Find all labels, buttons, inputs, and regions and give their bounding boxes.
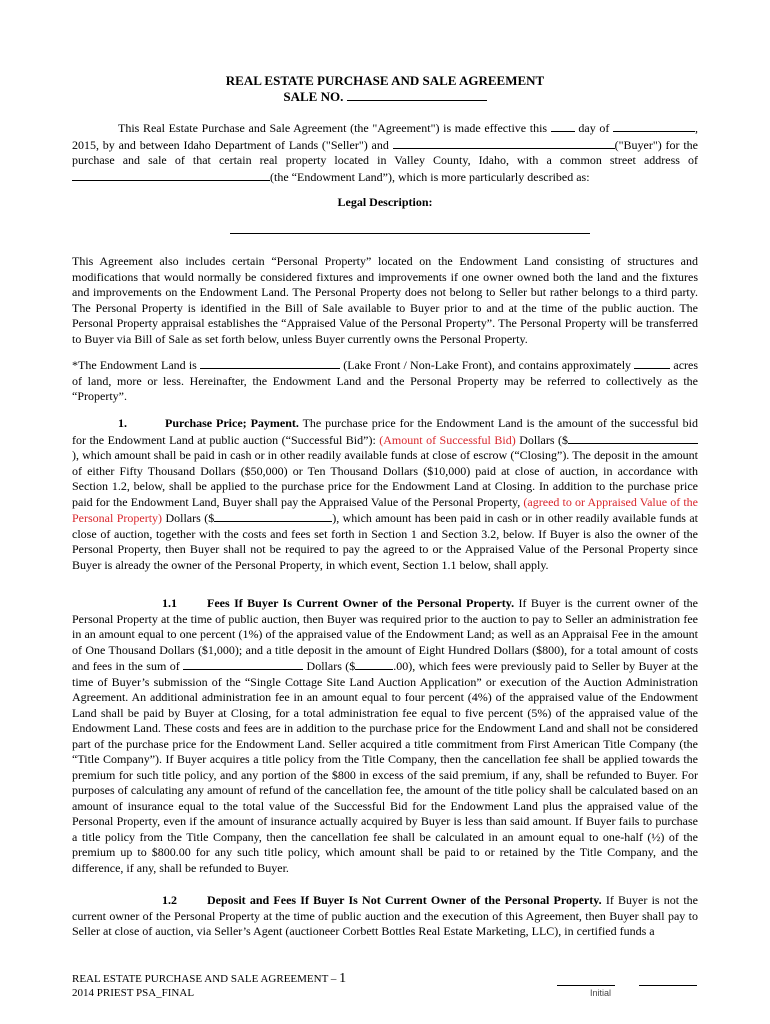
successful-bid-field[interactable]: (Amount of Successful Bid) <box>379 432 516 447</box>
page-footer <box>72 972 346 1000</box>
section-1-2-text-a: If Buyer is not the current owner of the Personal Property at the time of public auction and the execution of this Agreement, then Buyer shall pay to Seller at close of auction, via Seller’s Agent (auctioneer Corbett Bottles Real Estate Marketing, LLC), in certified funds a <box>72 893 698 938</box>
intro-paragraph: This Real Estate Purchase and Sale Agreement (the "Agreement") is made effective this day of , 2015, by and between Idaho Department of Lands ("Seller") and ("Buyer") for the purchase and sale of that certain real property located in Valley County, Idaho, with a common street address of (the “Endowment Land”), which is more particularly described as: <box>72 121 698 184</box>
section-1-text-b: Dollars ($ <box>519 432 568 447</box>
section-1-2-paragraph <box>72 893 698 940</box>
section-1-1-heading: Fees If Buyer Is Current Owner of the Personal Property. <box>207 596 515 610</box>
fees-total-blank[interactable] <box>183 658 303 670</box>
intro-text-b: day of <box>578 121 610 135</box>
endowment-land-paragraph <box>72 357 698 405</box>
day-blank[interactable] <box>551 120 575 132</box>
buyer-name-blank[interactable] <box>393 137 615 149</box>
fees-dollar-blank[interactable] <box>355 658 393 670</box>
section-1-heading: Purchase Price; Payment. <box>165 416 299 430</box>
section-1-1-number: 1.1 <box>162 596 177 610</box>
sale-no-label: SALE NO. <box>283 89 344 104</box>
intro-text-d: ("Buyer") for the purchase and sale of that certain real property located in Valley County, Idaho, with a common street address of <box>72 137 698 167</box>
section-1-text-c: ), which amount shall be paid in cash or in other readily available funds at close of escrow (“Closing”). The deposit in the amount of either Fifty Thousand Dollars ($50,000) or Ten Thousand Dollars ($10,000) paid at close of auction, in accordance with Section 1.2, below, shall be applied to the purchase price for the Endowment Land at Closing. In addition to the purchase price paid for the Endowment Land, Buyer shall pay the Appraised Value of the Personal Property, <box>72 448 698 509</box>
month-blank[interactable] <box>613 120 695 132</box>
section-1-1-text-a: If Buyer is the current owner of the Personal Property at the time of public auction, then Buyer was required prior to the auction to pay to Seller an administration fee in an amount equal to one percent (1%) of the appraised value of the Endowment Land; as well as an Appraisal Fee in the amount of One Thousand Dollars ($1,000); and a title deposit in the amount of Eight Hundred Dollars ($800), for a total amount of costs and fees in the sum of <box>72 596 699 673</box>
lake-front-blank[interactable] <box>200 357 340 369</box>
page-number: 1 <box>339 971 347 986</box>
section-1-1-text-c: .00), which fees were previously paid to Seller by Buyer at the time of Buyer’s submission of the “Single Cottage Site Land Auction Application” or execution of the Auction Administration Agreement. An additional administration fee in an amount equal to four percent (4%) of the appraised value of the Endowment Land shall be paid by Buyer at Closing, for a total administration fee equal to five percent (5%) of the appraised value of the Endowment Land. These costs and fees are in addition to the purchase price for the Endowment Land and shall not be considered part of the purchase price for the Endowment Land. Seller acquired a title commitment from First American Title Company (the “Title Company”). If Buyer acquires a title policy from the Title Company, then the cancellation fee shall be applied towards the premium for such title policy, and any portion of the $800 in excess of the said premium, if any, shall be refunded to Buyer. For purposes of calculating any amount of refund of the cancellation fee, the amount of the title policy shall be calculated based on an amount of insurance equal to the total value of the Successful Bid for the Endowment Land plus the appraised value of the Personal Property, even if the amount of insurance actually acquired by Buyer is less than said amount. If Buyer fails to purchase a title policy from the Title Company, then the cancellation fee shall be calculated in an amount equal to one-half (½) of the premium up to $800.00 for any such title policy, which amount shall be paid to or retained by the Title Company, and the difference, if any, shall be refunded to Buyer. <box>72 659 699 875</box>
acres-blank[interactable] <box>634 357 670 369</box>
street-address-blank[interactable] <box>72 169 270 181</box>
intro-text-a: This Real Estate Purchase and Sale Agreement (the "Agreement") is made effective this <box>118 121 548 135</box>
endowment-text-c: acres of land, more or less. Hereinafter, the Endowment Land and the Personal Property may be referred to collectively as the “Property”. <box>72 358 699 403</box>
intro-text-c: 2015, by and between Idaho Department of Lands ("Seller") and <box>72 137 389 152</box>
section-1-number: 1. <box>118 416 127 430</box>
personal-property-paragraph: This Agreement also includes certain “Personal Property” located on the Endowment Land consisting of structures and modifications that would normally be considered fixtures and improvements if one owner owned both the land and the fixtures and improvements on the Endowment Land. The Personal Property does not belong to Seller but rather belongs to a third party. The Personal Property is identified in the Bill of Sale available to Buyer prior to and at the time of the public auction. The Personal Property appraisal establishes the “Appraised Value of the Personal Property”. The Personal Property will be transferred to Buyer via Bill of Sale as set forth below, unless Buyer currently owns the Personal Property. <box>72 254 698 346</box>
legal-description-label: Legal Description: <box>337 195 433 209</box>
sale-number-line <box>0 89 770 105</box>
section-1-paragraph <box>72 416 698 573</box>
footer-title: REAL ESTATE PURCHASE AND SALE AGREEMENT – <box>72 973 337 985</box>
section-1-2-number: 1.2 <box>162 893 177 907</box>
initial-line-1[interactable] <box>557 974 615 986</box>
section-1-1-paragraph <box>72 596 698 876</box>
initial-lines <box>557 974 721 989</box>
document-title <box>0 73 770 105</box>
section-1-text-d: Dollars ($ <box>165 511 215 525</box>
section-1-1-text-b: Dollars ($ <box>306 659 356 673</box>
bid-amount-blank[interactable] <box>568 432 698 444</box>
sale-no-blank[interactable] <box>347 89 487 101</box>
appraised-value-field[interactable]: (agreed to or Appraised Value of the Personal Property) <box>72 494 699 525</box>
initial-label: Initial <box>590 988 612 998</box>
intro-text-e: (the “Endowment Land”), which is more particularly described as: <box>270 169 590 184</box>
footer-file-name: 2014 PRIEST PSA_FINAL <box>72 987 195 999</box>
section-1-text-a: The purchase price for the Endowment Land is the amount of the successful bid for the Endowment Land at public auction (“Successful Bid”): <box>72 416 698 447</box>
endowment-text-a: *The Endowment Land is <box>72 358 197 372</box>
agreement-title: REAL ESTATE PURCHASE AND SALE AGREEMENT <box>225 73 545 88</box>
legal-description-line[interactable] <box>230 233 590 234</box>
section-1-2-heading: Deposit and Fees If Buyer Is Not Current Owner of the Personal Property. <box>207 893 602 907</box>
appraised-amount-blank[interactable] <box>214 510 332 522</box>
section-1-text-e: ), which amount has been paid in cash or in other readily available funds at close of auction, together with the costs and fees set forth in Section 1 and Section 3.2, below. If Buyer is also the owner of the Personal Property, then Buyer shall not be required to pay the agreed to or the Appraised Value of the Personal Property since Buyer is already the owner of the Personal Property, in which event, Section 1.1 below, shall apply. <box>72 511 699 572</box>
initial-line-2[interactable] <box>639 974 697 986</box>
endowment-text-b: (Lake Front / Non-Lake Front), and contains approximately <box>343 358 632 372</box>
